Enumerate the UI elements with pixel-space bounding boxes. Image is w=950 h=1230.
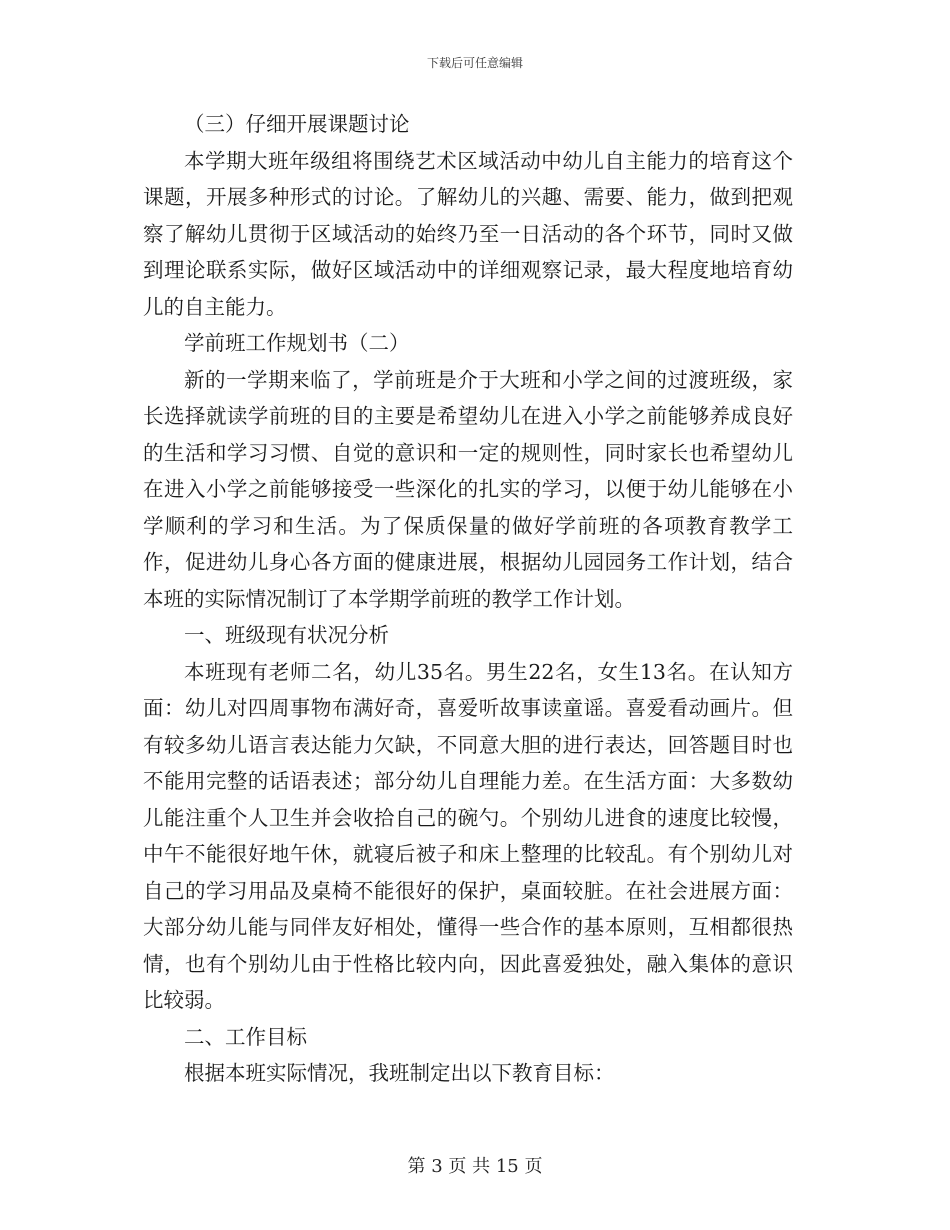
- page-number: 第 3 页 共 15 页: [407, 1156, 543, 1177]
- document-title-plan-two: 学前班工作规划书（二）: [184, 331, 410, 355]
- section-heading-topic-discussion: （三）仔细开展课题讨论: [184, 112, 410, 136]
- paragraph-topic-discussion: 本学期大班年级组将围绕艺术区域活动中幼儿自主能力的培育这个课题，开展多种形式的讨论。了解幼儿的兴趣、需要、能力，做到把观察了解幼儿贯彻于区域活动的始终乃至一日活动的各个环节，同时又做到理论联系实际，做好区域活动中的详细观察记录，最大程度地培育幼儿的自主能力。: [143, 148, 793, 319]
- section-heading-work-goals: 二、工作目标: [184, 1024, 307, 1049]
- section-heading-class-analysis: 一、班级现有状况分析: [184, 623, 389, 647]
- document-body: [143, 106, 793, 1092]
- paragraph-introduction: 新的一学期来临了，学前班是介于大班和小学之间的过渡班级，家长选择就读学前班的目的主要是希望幼儿在进入小学之前能够养成良好的生活和学习习惯、自觉的意识和一定的规则性，同时家长也希望幼儿在进入小学之前能够接受一些深化的扎实的学习，以便于幼儿能够在小学顺利的学习和生活。为了保质保量的做好学前班的各项教育教学工作，促进幼儿身心各方面的健康进展，根据幼儿园园务工作计划，结合本班的实际情况制订了本学期学前班的教学工作计划。: [143, 367, 793, 611]
- paragraph-work-goals: 根据本班实际情况，我班制定出以下教育目标：: [184, 1061, 615, 1085]
- paragraph-class-analysis: 本班现有老师二名，幼儿35名。男生22名，女生13名。在认知方面：幼儿对四周事物布满好奇，喜爱听故事读童谣。喜爱看动画片。但有较多幼儿语言表达能力欠缺，不同意大胆的进行表达，回答题目时也不能用完整的话语表述；部分幼儿自理能力差。在生活方面：大多数幼儿能注重个人卫生并会收拾自己的碗勺。个别幼儿进食的速度比较慢，中午不能很好地午休，就寝后被子和床上整理的比较乱。有个别幼儿对自己的学习用品及桌椅不能很好的保护，桌面较脏。在社会进展方面：大部分幼儿能与同伴友好相处，懂得一些合作的基本原则，互相都很热情，也有个别幼儿由于性格比较内向，因此喜爱独处，融入集体的意识比较弱。: [143, 659, 793, 1012]
- header-note: 下载后可任意编辑: [426, 56, 523, 70]
